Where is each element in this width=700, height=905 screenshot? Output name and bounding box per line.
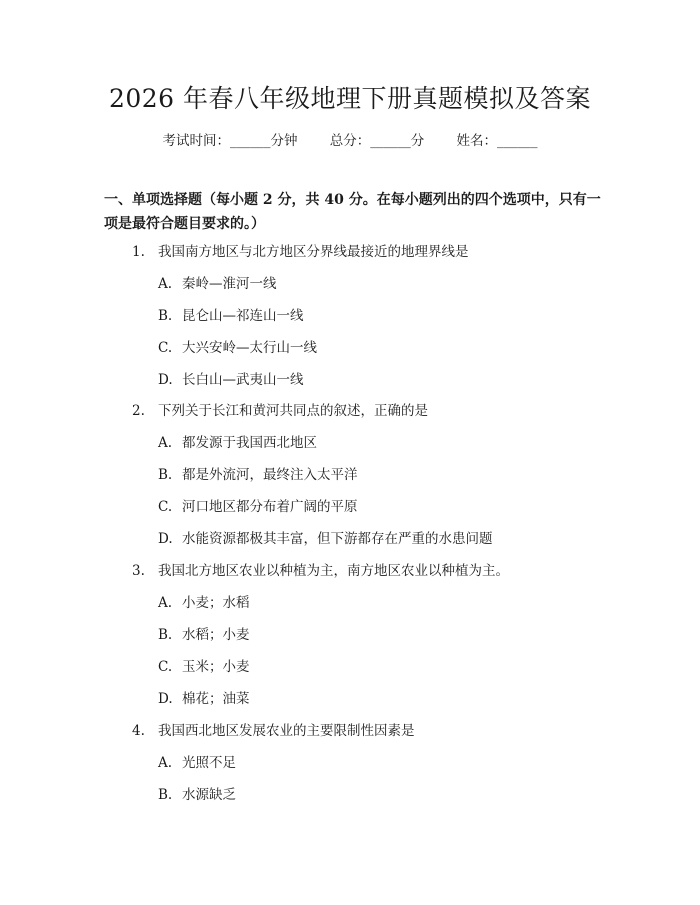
question-1 — [132, 242, 469, 262]
option-letter: A. — [158, 595, 173, 611]
q2-option-a — [158, 433, 317, 453]
question-number: 3. — [132, 563, 145, 579]
student-name-field — [457, 133, 538, 149]
question-3 — [132, 561, 509, 581]
option-text: 大兴安岭—太行山一线 — [182, 340, 317, 356]
option-letter: C. — [158, 499, 173, 515]
option-text: 昆仑山—祁连山一线 — [182, 308, 304, 324]
option-letter: B. — [158, 308, 173, 324]
exam-time-blank: ______ — [229, 133, 271, 149]
q3-option-c — [158, 657, 250, 677]
option-letter: D. — [158, 691, 173, 707]
total-score-blank: ______ — [370, 133, 411, 149]
exam-info-line — [0, 131, 700, 151]
q3-option-b — [158, 625, 250, 645]
option-letter: D. — [158, 531, 173, 547]
question-2 — [132, 401, 428, 421]
option-letter: C. — [158, 659, 173, 675]
option-text: 光照不足 — [182, 755, 236, 771]
q1-option-c — [158, 338, 317, 358]
option-text: 水稻；小麦 — [182, 627, 250, 643]
option-text: 秦岭—淮河一线 — [182, 276, 277, 292]
option-text: 水能资源都极其丰富，但下游都存在严重的水患问题 — [182, 531, 493, 547]
total-score-label: 总分： — [329, 133, 371, 149]
option-letter: A. — [158, 755, 173, 771]
q1-option-b — [158, 306, 304, 326]
option-letter: C. — [158, 340, 173, 356]
total-score-unit: 分 — [410, 133, 425, 149]
q2-option-b — [158, 465, 358, 485]
option-text: 棉花；油菜 — [182, 691, 250, 707]
option-letter: B. — [158, 787, 173, 803]
option-text: 玉米；小麦 — [182, 659, 250, 675]
page-title: 2026 年春八年级地理下册真题模拟及答案 — [108, 84, 592, 113]
question-text: 我国西北地区发展农业的主要限制性因素是 — [158, 723, 415, 739]
q1-option-a — [158, 274, 277, 294]
question-number: 2. — [132, 403, 145, 419]
exam-time-label: 考试时间： — [162, 133, 230, 149]
q3-option-d — [158, 689, 250, 709]
q3-option-a — [158, 593, 250, 613]
exam-time-unit: 分钟 — [270, 133, 298, 149]
option-text: 河口地区都分布着广阔的平原 — [182, 499, 358, 515]
option-letter: A. — [158, 435, 173, 451]
student-name-label: 姓名： — [456, 133, 498, 149]
q1-option-d — [158, 370, 304, 390]
option-text: 小麦；水稻 — [182, 595, 250, 611]
total-score-field — [330, 133, 425, 149]
q2-option-c — [158, 497, 358, 517]
section-header: 一、单项选择题（每小题 2 分，共 40 分。在每小题列出的四个选项中，只有一项是最符合题目要求的。） — [104, 192, 601, 232]
option-letter: B. — [158, 627, 173, 643]
question-number: 4. — [132, 723, 145, 739]
question-text: 下列关于长江和黄河共同点的叙述，正确的是 — [158, 403, 428, 419]
question-text: 我国北方地区农业以种植为主，南方地区农业以种植为主。 — [158, 563, 509, 579]
q4-option-b — [158, 785, 236, 805]
option-text: 都发源于我国西北地区 — [182, 435, 317, 451]
q2-option-d — [158, 529, 493, 549]
student-name-blank: ______ — [497, 133, 538, 149]
question-4 — [132, 721, 415, 741]
option-text: 都是外流河，最终注入太平洋 — [182, 467, 358, 483]
question-number: 1. — [132, 244, 145, 260]
question-text: 我国南方地区与北方地区分界线最接近的地理界线是 — [158, 244, 469, 260]
q4-option-a — [158, 753, 236, 773]
option-letter: B. — [158, 467, 173, 483]
option-letter: A. — [158, 276, 173, 292]
option-text: 长白山—武夷山一线 — [182, 372, 304, 388]
option-text: 水源缺乏 — [182, 787, 236, 803]
option-letter: D. — [158, 372, 173, 388]
exam-time-field — [162, 133, 297, 149]
